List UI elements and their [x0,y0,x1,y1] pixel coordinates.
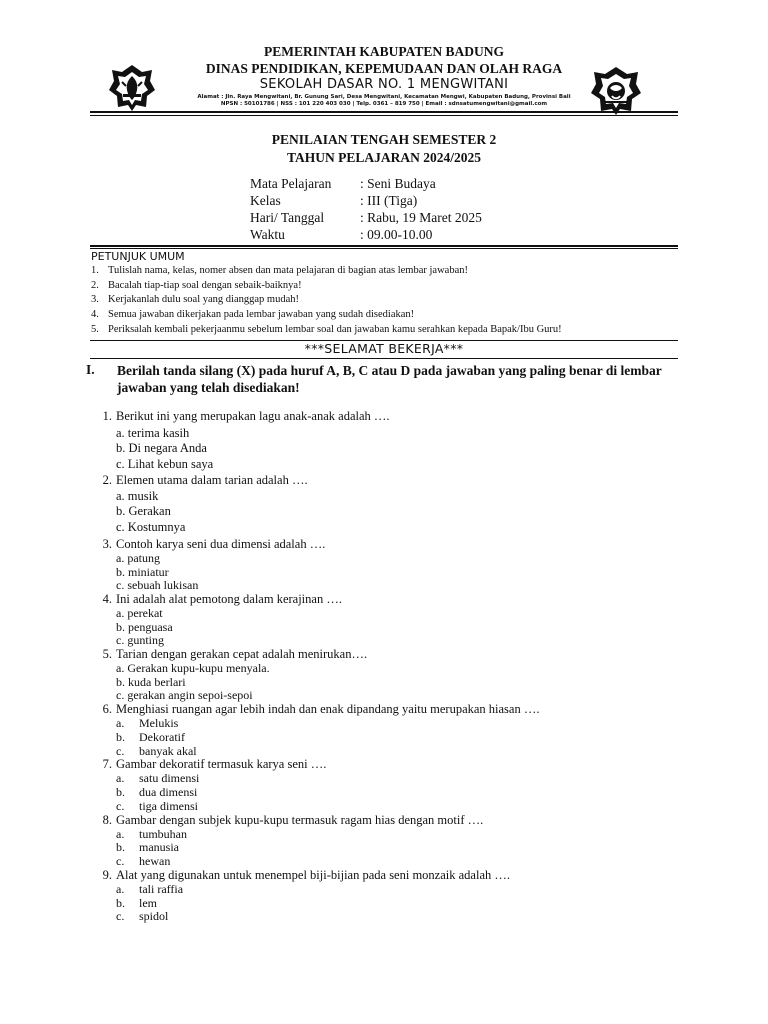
option: hewan [139,854,171,868]
option-letter: a. [116,827,125,841]
option-letter: a. [116,771,125,785]
option-letter: b. [116,840,125,854]
question-text: Gambar dekoratif termasuk karya seni …. [116,757,327,771]
header-contact: NPSN : 50101786 | NSS : 101 220 403 030 | Telp. 0361 – 819 750 | Email : sdnsatumengwitani@gmail.com [220,101,548,107]
option: b. penguasa [116,620,173,634]
meta-divider-thin [90,248,678,249]
option: c. sebuah lukisan [116,578,199,592]
option: tiga dimensi [139,799,198,813]
meta-value: : Rabu, 19 Maret 2025 [360,210,482,225]
meta-label: Hari/ Tanggal [250,210,325,225]
instructions-heading: PETUNJUK UMUM [91,250,185,263]
meta-value: : 09.00-10.00 [360,227,433,242]
option: b. Di negara Anda [116,441,207,455]
option: Melukis [139,716,179,730]
option-letter: a. [116,882,125,896]
option: b. Gerakan [116,504,171,518]
instruction-text: Tulislah nama, kelas, nomer absen dan mata pelajaran di bagian atas lembar jawaban! [108,265,468,276]
question-number: 8. [102,813,112,827]
instruction-item [91,294,299,305]
instruction-text: Bacalah tiap-tiap soal dengan sebaik-baiknya! [108,280,302,291]
instruction-item [91,265,468,276]
greeting: ***SELAMAT BEKERJA*** [304,341,464,356]
option: a. musik [116,489,159,503]
option-letter: c. [116,909,125,923]
option-letter: c. [116,854,125,868]
question-number: 5. [102,647,112,661]
question-number: 7. [102,757,112,771]
question-text: Gambar dengan subjek kupu-kupu termasuk ragam hias dengan motif …. [116,813,484,827]
option: b. kuda berlari [116,675,186,689]
question-text: Alat yang digunakan untuk menempel biji-bijian pada seni monzaik adalah …. [116,868,510,882]
question-number: 4. [102,592,112,606]
option: a. perekat [116,606,163,620]
option-letter: b. [116,896,125,910]
option-letter: a. [116,716,125,730]
header-school-name: SEKOLAH DASAR NO. 1 MENGWITANI [259,77,509,92]
option-letter: c. [116,744,125,758]
option: manusia [139,840,179,854]
question-number: 1. [102,409,112,423]
question-text: Elemen utama dalam tarian adalah …. [116,473,308,487]
instruction-number: 2. [91,280,99,291]
section-instruction: Berilah tanda silang (X) pada huruf A, B, C atau D pada jawaban yang paling benar di lembar jawaban yang telah disediakan! [117,363,662,395]
greeting-divider [90,358,678,359]
option: c. gunting [116,633,164,647]
header-department: DINAS PENDIDIKAN, KEPEMUDAAN DAN OLAH RAGA [205,61,563,76]
option: satu dimensi [139,771,200,785]
question-text: Menghiasi ruangan agar lebih indah dan enak dipandang yaitu merupakan hiasan …. [116,702,540,716]
instruction-item [91,280,302,291]
meta-label: Waktu [250,227,285,242]
instruction-item [91,309,414,320]
option: dua dimensi [139,785,198,799]
option: Dekoratif [139,730,185,744]
instruction-number: 5. [91,324,99,335]
meta-value: : Seni Budaya [360,176,436,191]
meta-label: Mata Pelajaran [250,176,332,191]
header-divider-thin [90,115,678,116]
instruction-text: Kerjakanlah dulu soal yang dianggap mudah! [108,294,299,305]
option: banyak akal [139,744,197,758]
section-numeral: I. [86,362,95,377]
option: c. gerakan angin sepoi-sepoi [116,688,253,702]
option: lem [139,896,157,910]
instruction-number: 3. [91,294,99,305]
instruction-text: Periksalah kembali pekerjaanmu sebelum lembar soal dan jawaban kamu serahkan kepada Bapak/Ibu Guru! [108,324,562,335]
question-text: Tarian dengan gerakan cepat adalah menirukan…. [116,647,368,661]
option: a. terima kasih [116,426,190,440]
header-government: PEMERINTAH KABUPATEN BADUNG [263,44,504,59]
instruction-number: 1. [91,265,99,276]
exam-title: PENILAIAN TENGAH SEMESTER 2 [271,132,497,147]
option: b. miniatur [116,565,169,579]
instruction-number: 4. [91,309,99,320]
meta-value: : III (Tiga) [360,193,418,208]
question-number: 2. [102,473,112,487]
option-letter: b. [116,785,125,799]
meta-label: Kelas [250,193,281,208]
question-number: 6. [102,702,112,716]
option: c. Kostumnya [116,520,186,534]
question-text: Contoh karya seni dua dimensi adalah …. [116,537,326,551]
header-divider [90,111,678,113]
meta-divider [90,245,678,247]
header-address: Alamat : Jln. Raya Mengwitani, Br. Gunung Sari, Desa Mengwitani, Kecamatan Mengwi, Kabupaten Badung, Provinsi Bali [197,94,571,100]
option: a. patung [116,551,160,565]
question-text: Berikut ini yang merupakan lagu anak-anak adalah …. [116,409,390,423]
option: a. Gerakan kupu-kupu menyala. [116,661,270,675]
question-number: 3. [102,537,112,551]
option: tumbuhan [139,827,187,841]
option-letter: c. [116,799,125,813]
question-text: Ini adalah alat pemotong dalam kerajinan …. [116,592,342,606]
option: tali raffia [139,882,184,896]
question-number: 9. [102,868,112,882]
option: spidol [139,909,169,923]
instruction-text: Semua jawaban dikerjakan pada lembar jawaban yang sudah disediakan! [108,309,415,320]
exam-year: TAHUN PELAJARAN 2024/2025 [286,150,481,165]
option: c. Lihat kebun saya [116,457,214,471]
option-letter: b. [116,730,125,744]
instruction-item [91,324,562,335]
